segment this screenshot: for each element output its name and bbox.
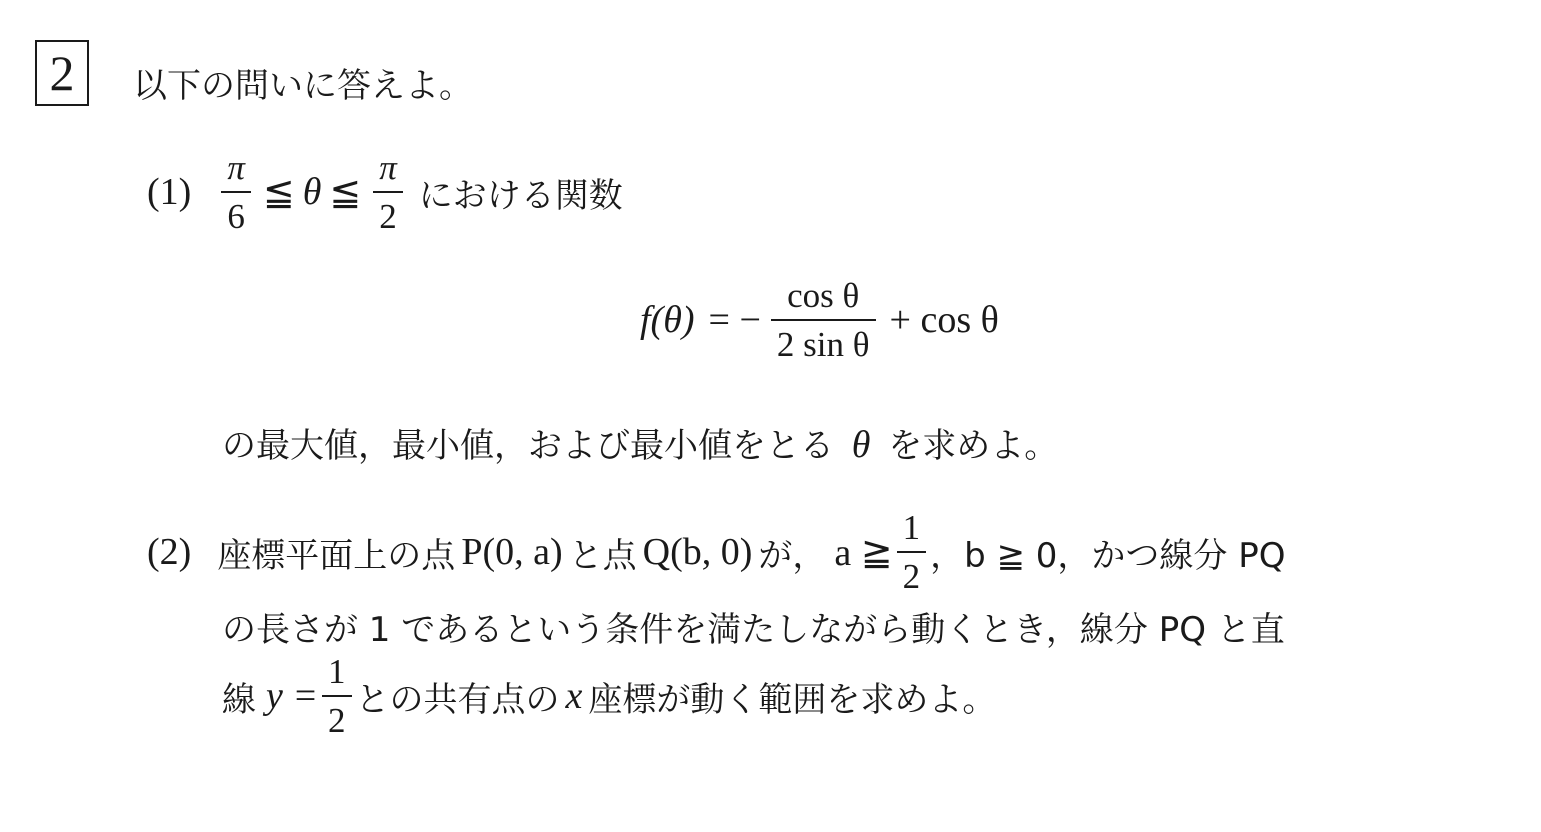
point-p: P(0, a) [461, 531, 563, 573]
formula-fraction [771, 278, 876, 362]
fraction-bar [373, 191, 403, 193]
range-left-numerator: π [227, 148, 245, 187]
problem-intro: 以下の問いに答えよ。 [133, 66, 473, 106]
part2-line2: の長さが 1 であるという条件を満たしながら動くとき，線分 PQ と直 [222, 610, 1285, 650]
fraction-bar [221, 191, 251, 193]
formula-rest: + cos θ [889, 299, 999, 341]
condition-a-fraction [897, 510, 927, 594]
part1-question-text-b: を求めよ。 [888, 426, 1059, 466]
condition-a-denominator: 2 [902, 557, 921, 596]
range-relation-2: ≦ [329, 171, 362, 214]
range-right-denominator: 2 [379, 197, 397, 236]
point-q: Q(b, 0) [642, 531, 753, 573]
condition-a-numerator: 1 [902, 508, 921, 547]
part2-line1-text-a: 座標平面上の点 [217, 535, 456, 576]
fraction-bar [771, 319, 876, 321]
part2-line3-text-a: 線 [222, 679, 256, 720]
condition-b: ，b ≧ 0，かつ線分 PQ [930, 535, 1286, 576]
part2-line1 [147, 510, 1286, 594]
part1-header [147, 150, 623, 234]
part2-line3-text-c: 座標が動く範囲を求めよ。 [588, 679, 997, 720]
range-left-fraction [221, 150, 251, 234]
formula-denominator: 2 sin θ [776, 325, 870, 364]
line-equation-fraction [322, 654, 352, 738]
problem-number-box: 2 [35, 40, 89, 106]
range-right-fraction [373, 150, 403, 234]
part2-line3 [222, 654, 996, 738]
part2-line3-text-b: との共有点の [355, 679, 560, 720]
formula-equals: = − [708, 299, 761, 341]
fraction-bar [897, 551, 927, 553]
line-equation-numerator: 1 [328, 652, 346, 691]
part2-label: (2) [147, 531, 192, 573]
part2-line3-variable: x [565, 675, 583, 717]
part1-formula [640, 278, 999, 362]
part1-question-text-a: の最大値，最小値，および最小値をとる [222, 426, 834, 466]
range-right-numerator: π [379, 148, 397, 187]
line-equation: y = [266, 675, 319, 717]
part2-line1-text-b: と点 [568, 535, 637, 576]
range-left-denominator: 6 [227, 197, 245, 236]
fraction-bar [322, 695, 352, 697]
formula-numerator: cos θ [787, 276, 860, 315]
range-variable: θ [302, 171, 322, 213]
condition-a: a ≧ [834, 531, 893, 574]
part1-label: (1) [147, 171, 192, 213]
formula-lhs: f(θ) [640, 299, 695, 341]
range-relation-1: ≦ [262, 171, 295, 214]
part2-line1-text-c: が， [758, 535, 827, 576]
part1-question-variable: θ [851, 424, 871, 466]
line-equation-denominator: 2 [328, 701, 346, 740]
part1-lead-text: における関数 [418, 175, 623, 216]
part1-question [222, 418, 1058, 467]
